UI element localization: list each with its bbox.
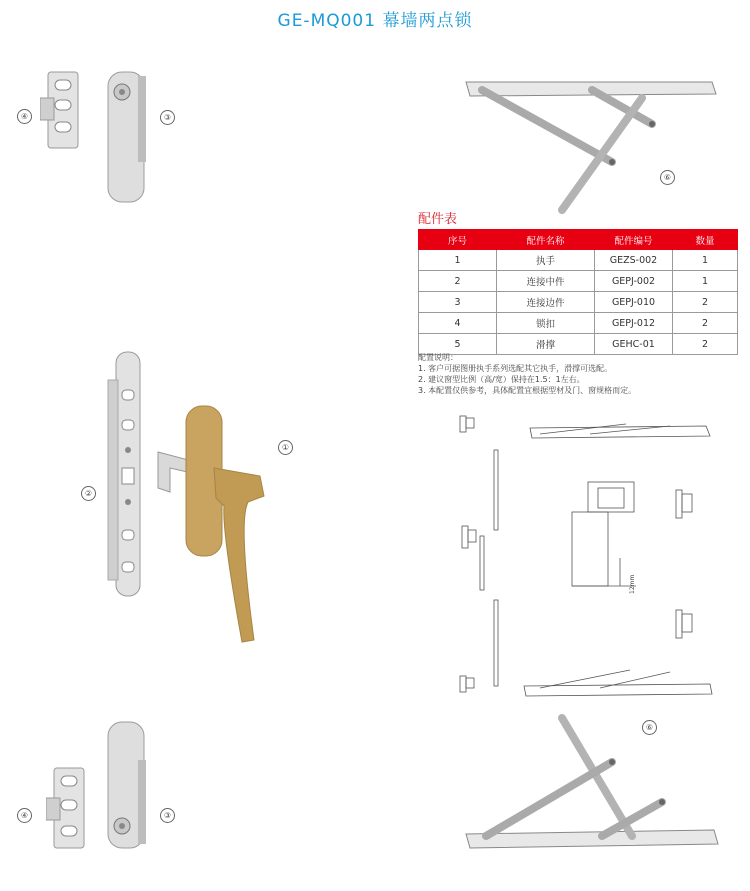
cell-name: 执手 [497, 250, 595, 271]
callout-2: ② [81, 486, 96, 501]
cell-name: 连接边件 [497, 292, 595, 313]
configuration-notes [418, 352, 636, 396]
cell-code: GEPJ-010 [595, 292, 673, 313]
note-item: 2. 建议窗型比例（高/宽）保持在1.5：1左右。 [418, 375, 585, 384]
table-row [419, 313, 738, 334]
cell-index: 4 [419, 313, 497, 334]
cell-name: 滑撑 [497, 334, 595, 355]
callout-3-bottom: ③ [160, 808, 175, 823]
connector-strip-image [104, 350, 150, 600]
handle-image [152, 402, 282, 647]
header-code: 配件编号 [595, 230, 673, 250]
parts-table-title: 配件表 [418, 212, 458, 227]
header-qty: 数量 [673, 230, 738, 250]
cell-index: 5 [419, 334, 497, 355]
callout-3-top: ③ [160, 110, 175, 125]
connector-bottom-image [104, 720, 150, 850]
friction-stay-bottom-image [462, 712, 724, 860]
callout-4-top: ④ [17, 109, 32, 124]
cell-index: 3 [419, 292, 497, 313]
installation-drawing [440, 408, 730, 708]
cell-qty: 2 [673, 334, 738, 355]
cell-code: GEZS-002 [595, 250, 673, 271]
cell-index: 1 [419, 250, 497, 271]
parts-table-header [419, 230, 738, 250]
table-row [419, 292, 738, 313]
cell-code: GEPJ-012 [595, 313, 673, 334]
cell-name: 锁扣 [497, 313, 595, 334]
cell-qty: 2 [673, 292, 738, 313]
cell-name: 连接中件 [497, 271, 595, 292]
header-index: 序号 [419, 230, 497, 250]
cell-qty: 1 [673, 250, 738, 271]
connector-top-image [104, 70, 150, 206]
table-row [419, 250, 738, 271]
cell-code: GEPJ-002 [595, 271, 673, 292]
callout-6-bottom: ⑥ [642, 720, 657, 735]
callout-4-bottom: ④ [17, 808, 32, 823]
keeper-bottom-image [46, 764, 96, 854]
note-item: 1. 客户可据图册执手系列选配其它执手，滑撑可选配。 [418, 364, 613, 373]
cell-code: GEHC-01 [595, 334, 673, 355]
callout-1: ① [278, 440, 293, 455]
notes-heading: 配置说明： [418, 353, 458, 362]
cell-qty: 1 [673, 271, 738, 292]
page-title: GE-MQ001 幕墙两点锁 [277, 11, 473, 31]
header-name: 配件名称 [497, 230, 595, 250]
callout-6-top: ⑥ [660, 170, 675, 185]
note-item: 3. 本配置仅供参考，具体配置宜根据型材及门、窗规格而定。 [418, 386, 637, 395]
dimension-label: 12mm [629, 574, 636, 594]
cell-index: 2 [419, 271, 497, 292]
parts-table [418, 229, 738, 355]
cell-qty: 2 [673, 313, 738, 334]
table-row [419, 271, 738, 292]
friction-stay-top-image [462, 76, 722, 216]
keeper-top-image [40, 68, 90, 158]
